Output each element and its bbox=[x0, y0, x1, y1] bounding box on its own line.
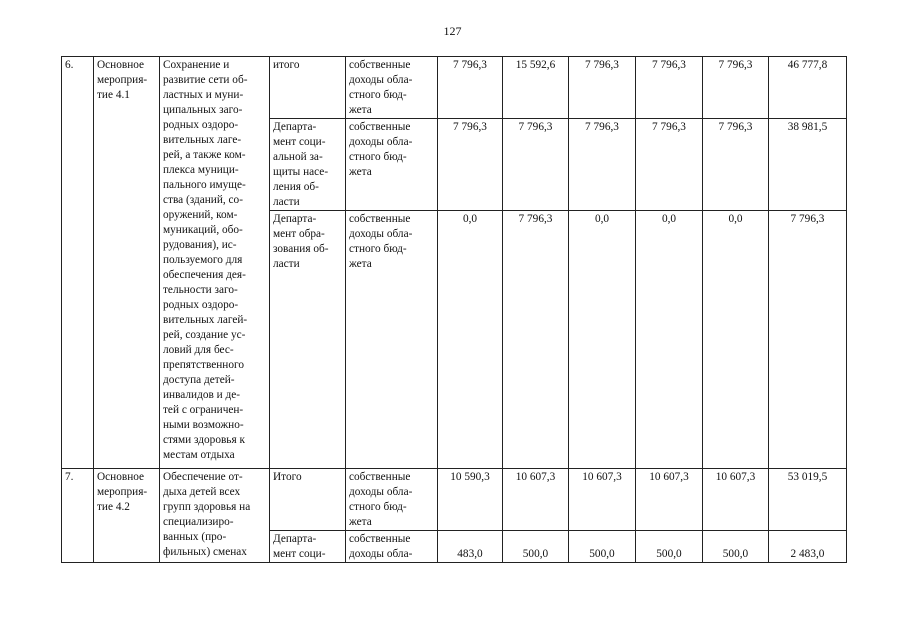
value-cell: 10 607,3 bbox=[569, 469, 636, 531]
value-cell: 10 607,3 bbox=[703, 469, 769, 531]
value-cell: 7 796,3 bbox=[569, 57, 636, 119]
total-cell: 53 019,5 bbox=[769, 469, 847, 531]
value-cell: 500,0 bbox=[636, 531, 703, 563]
executor-cell: Итого bbox=[270, 469, 346, 531]
page-number: 127 bbox=[443, 24, 462, 38]
description-cell: Сохранение и развитие сети об- ластных и муни- ципальных заго- родных оздоро- вительных лаге- рей, а также ком- плекса муници- пального имуще- ства (зданий, со- оружений, ком- муникаций, обо- рудования), ис- пользуемого для обеспечения дея- тельности заго- родных оздоро- вительных лагей- рей, создание ус- ловий для бес- препятственного доступа детей- инвалидов и де- тей с ограничен- ными возможно- стями здоровья к местам отдыха bbox=[160, 57, 270, 469]
value-cell: 0,0 bbox=[438, 211, 503, 469]
value-cell: 10 607,3 bbox=[636, 469, 703, 531]
value-cell: 7 796,3 bbox=[636, 57, 703, 119]
value-cell: 7 796,3 bbox=[438, 57, 503, 119]
value-cell: 0,0 bbox=[703, 211, 769, 469]
source-cell: собственные доходы обла- стного бюд- жета bbox=[346, 469, 438, 531]
source-cell: собственные доходы обла- стного бюд- жета bbox=[346, 119, 438, 211]
value-cell: 0,0 bbox=[636, 211, 703, 469]
value-cell: 0,0 bbox=[569, 211, 636, 469]
value-cell: 500,0 bbox=[703, 531, 769, 563]
total-cell: 7 796,3 bbox=[769, 211, 847, 469]
budget-table bbox=[61, 56, 847, 563]
value-cell: 10 590,3 bbox=[438, 469, 503, 531]
value-cell: 483,0 bbox=[438, 531, 503, 563]
table-row bbox=[62, 57, 847, 119]
value-cell: 500,0 bbox=[569, 531, 636, 563]
source-cell: собственные доходы обла- стного бюд- жета bbox=[346, 211, 438, 469]
executor-cell: Департа- мент соци- bbox=[270, 531, 346, 563]
value-cell: 7 796,3 bbox=[503, 119, 569, 211]
row-number-cell: 7. bbox=[62, 469, 94, 563]
activity-cell: Основное мероприя- тие 4.1 bbox=[94, 57, 160, 469]
source-cell: собственные доходы обла- стного бюд- жета bbox=[346, 57, 438, 119]
executor-cell: Департа- мент соци- альной за- щиты насе- ления об- ласти bbox=[270, 119, 346, 211]
value-cell: 500,0 bbox=[503, 531, 569, 563]
value-cell: 7 796,3 bbox=[636, 119, 703, 211]
row-number-cell: 6. bbox=[62, 57, 94, 469]
value-cell: 7 796,3 bbox=[438, 119, 503, 211]
activity-cell: Основное мероприя- тие 4.2 bbox=[94, 469, 160, 563]
value-cell: 10 607,3 bbox=[503, 469, 569, 531]
value-cell: 7 796,3 bbox=[503, 211, 569, 469]
executor-cell: Департа- мент обра- зования об- ласти bbox=[270, 211, 346, 469]
executor-cell: итого bbox=[270, 57, 346, 119]
value-cell: 7 796,3 bbox=[703, 119, 769, 211]
total-cell: 2 483,0 bbox=[769, 531, 847, 563]
total-cell: 38 981,5 bbox=[769, 119, 847, 211]
value-cell: 15 592,6 bbox=[503, 57, 569, 119]
source-cell: собственные доходы обла- bbox=[346, 531, 438, 563]
total-cell: 46 777,8 bbox=[769, 57, 847, 119]
value-cell: 7 796,3 bbox=[569, 119, 636, 211]
description-cell: Обеспечение от- дыха детей всех групп здоровья на специализиро- ванных (про- фильных) сменах bbox=[160, 469, 270, 563]
table-row bbox=[62, 469, 847, 531]
value-cell: 7 796,3 bbox=[703, 57, 769, 119]
